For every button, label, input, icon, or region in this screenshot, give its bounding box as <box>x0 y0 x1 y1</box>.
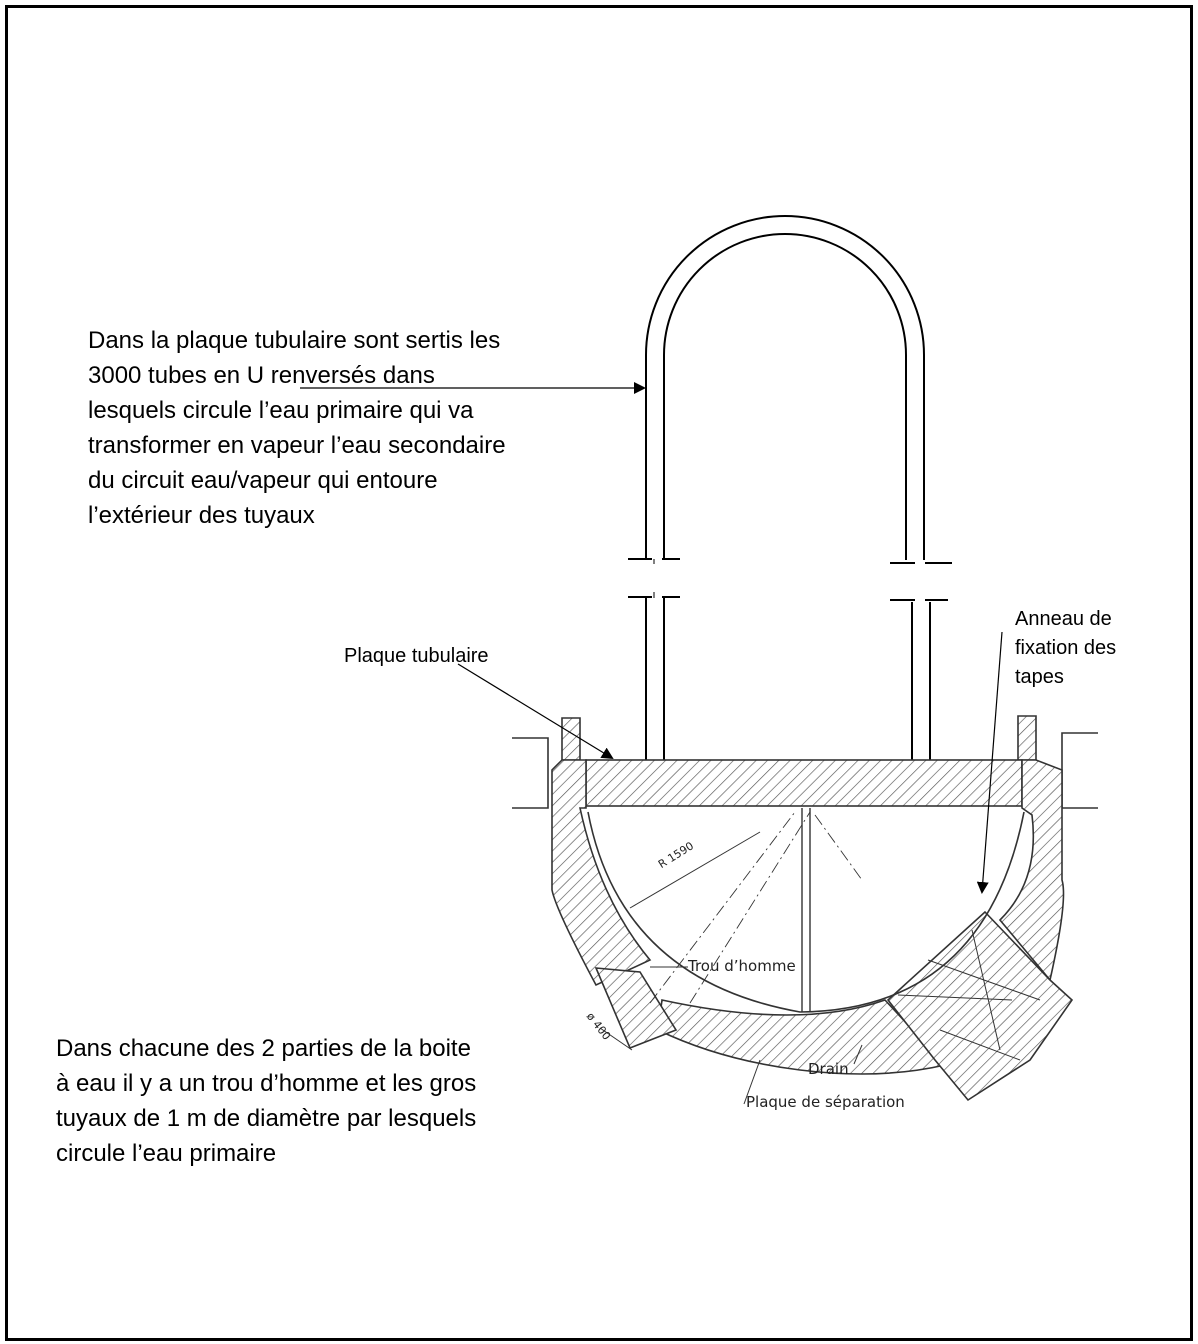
label-diameter: ø 400 <box>583 1010 614 1043</box>
label-radius: R 1590 <box>656 839 697 872</box>
arrow-to-plaque <box>458 664 612 758</box>
label-drain: Drain <box>808 1060 849 1078</box>
label-plaque-separation: Plaque de séparation <box>746 1093 905 1111</box>
note-tube-plate: Dans la plaque tubulaire sont sertis les 3000 tubes en U renversés dans lesquels circule l’eau primaire qui va transformer en vapeur l’eau secondaire du circuit eau/vapeur qui entoure l’extérieur des tuyaux <box>88 327 506 529</box>
label-anneau: Anneau de fixation des tapes <box>1015 608 1117 688</box>
water-box-drawing <box>512 716 1098 1104</box>
note-water-box: Dans chacune des 2 parties de la boite à eau il y a un trou d’homme et les gros tuyaux de 1 m de diamètre par lesquels circule l’eau primaire <box>56 1035 477 1167</box>
label-trou-homme: Trou d’homme <box>688 957 796 975</box>
u-tube <box>628 216 952 806</box>
label-plaque-tubulaire: Plaque tubulaire <box>344 645 489 667</box>
